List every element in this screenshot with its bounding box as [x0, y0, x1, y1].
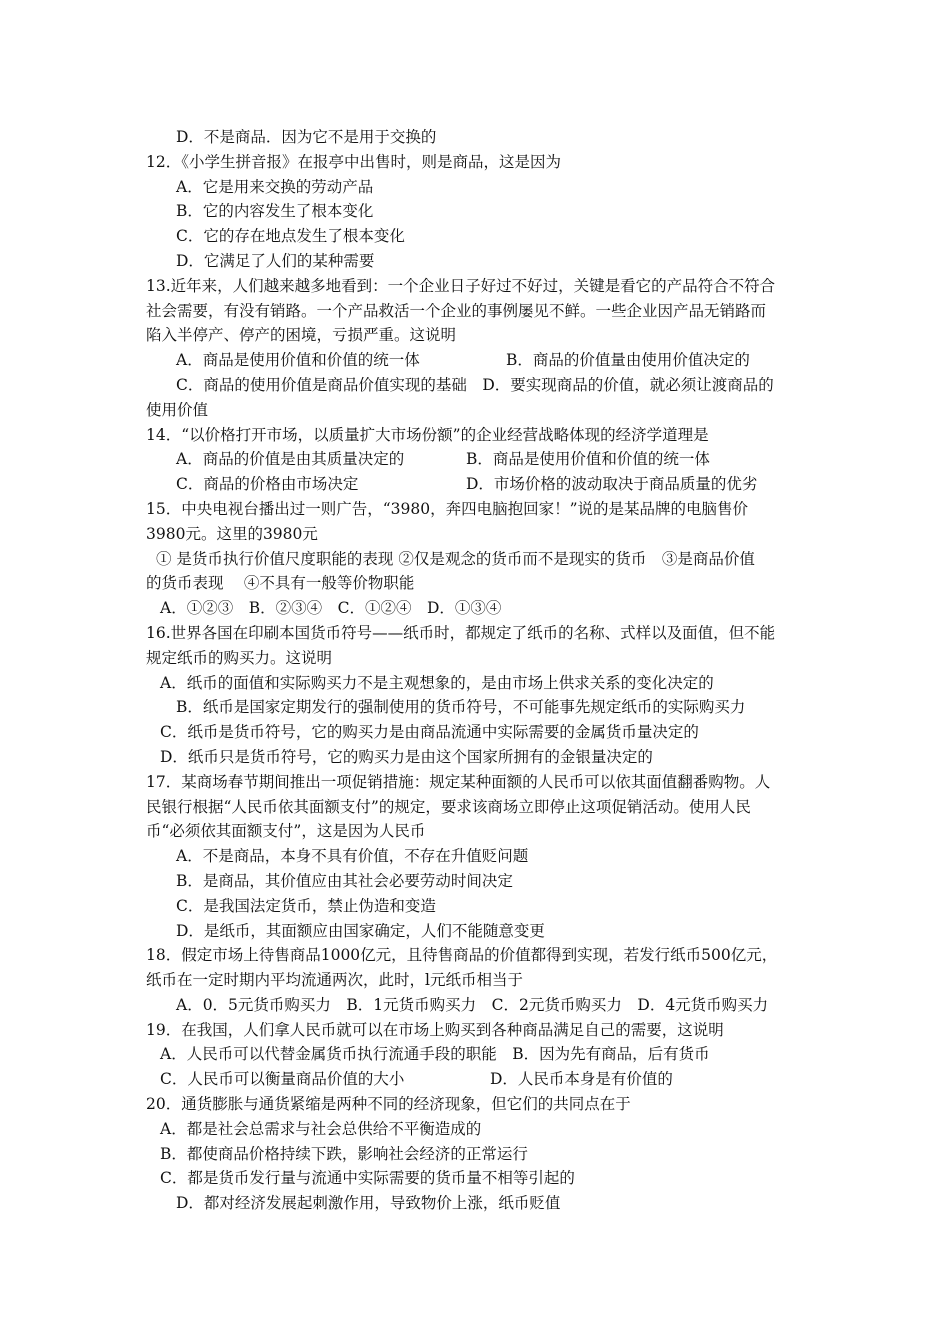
option-right: B．商品的价值量由使用价值决定的	[506, 351, 750, 370]
text-line: B．纸币是国家定期发行的强制使用的货币符号，不可能事先规定纸币的实际购买力	[176, 698, 746, 717]
option-right: B．商品是使用价值和价值的统一体	[466, 450, 710, 469]
text-line	[146, 1067, 810, 1092]
text-line: 规定纸币的购买力。这说明	[146, 648, 333, 667]
text-line: C．它的存在地点发生了根本变化	[176, 227, 405, 246]
text-line: A．都是社会总需求与社会总供给不平衡造成的	[160, 1119, 482, 1138]
option-right: D．市场价格的波动取决于商品质量的优劣	[466, 475, 758, 494]
text-line: 币“必须依其面额支付”，这是因为人民币	[146, 822, 426, 841]
option-left: C．人民币可以衡量商品价值的大小	[160, 1070, 405, 1089]
text-line: 20．通货膨胀与通货紧缩是两种不同的经济现象，但它们的共同点在于	[146, 1095, 631, 1114]
text-line: C．商品的使用价值是商品价值实现的基础 D．要实现商品的价值，就必须让渡商品的	[176, 375, 774, 394]
text-line: C．都是货币发行量与流通中实际需要的货币量不相等引起的	[160, 1169, 575, 1188]
text-line: A．人民币可以代替金属货币执行流通手段的职能 B．因为先有商品，后有货币	[160, 1045, 710, 1064]
text-line: 16.世界各国在印刷本国货币符号——纸币时，都规定了纸币的名称、式样以及面值，但不能	[146, 623, 776, 642]
option-left: A．商品是使用价值和价值的统一体	[176, 351, 420, 370]
text-line	[146, 348, 810, 373]
text-line: B．都使商品价格持续下跌，影响社会经济的正常运行	[160, 1144, 528, 1163]
text-line: D．都对经济发展起刺激作用，导致物价上涨，纸币贬值	[176, 1194, 561, 1213]
text-line: 的货币表现 ④不具有一般等价物职能	[146, 574, 415, 593]
text-line: 15．中央电视台播出过一则广告，“3980，奔四电脑抱回家！”说的是某品牌的电脑售价	[146, 499, 749, 518]
text-line: 14．“以价格打开市场，以质量扩大市场份额”的企业经营战略体现的经济学道理是	[146, 425, 709, 444]
text-line: A．它是用来交换的劳动产品	[176, 177, 374, 196]
text-line: C．纸币是货币符号，它的购买力是由商品流通中实际需要的金属货币量决定的	[160, 723, 699, 742]
text-line: ① 是货币执行价值尺度职能的表现 ②仅是观念的货币而不是现实的货币 ③是商品价值	[156, 549, 755, 568]
text-line: 民银行根据“人民币依其面额支付”的规定，要求该商场立即停止这项促销活动。使用人民	[146, 797, 751, 816]
text-line: 18．假定市场上待售商品1000亿元，且待售商品的价值都得到实现，若发行纸币500亿元，	[146, 946, 778, 965]
text-line: D．是纸币，其面额应由国家确定，人们不能随意变更	[176, 921, 545, 940]
text-line: 社会需要，有没有销路。一个产品救活一个企业的事例屡见不鲜。一些企业因产品无销路而	[146, 301, 767, 320]
option-left: A．商品的价值是由其质量决定的	[176, 450, 405, 469]
text-line: B．是商品，其价值应由其社会必要劳动时间决定	[176, 871, 513, 890]
text-line: 纸币在一定时期内平均流通两次，此时，l元纸币相当于	[146, 971, 523, 990]
text-line	[146, 447, 810, 472]
text-line: A．不是商品，本身不具有价值，不存在升值贬问题	[176, 847, 529, 866]
text-line: A．0．5元货币购买力 B．1元货币购买力 C．2元货币购买力 D．4元货币购买力	[176, 995, 769, 1014]
text-line	[146, 472, 810, 497]
text-line: D．它满足了人们的某种需要	[176, 251, 375, 270]
text-line: 12．《小学生拼音报》在报亭中出售时，则是商品，这是因为	[146, 152, 561, 171]
text-line: B．它的内容发生了根本变化	[176, 202, 374, 221]
text-line: A．①②③ B．②③④ C．①②④ D．①③④	[160, 599, 502, 618]
text-line: 13.近年来，人们越来越多地看到：一个企业日子好过不好过，关键是看它的产品符合不符合	[146, 276, 776, 295]
text-line: 19．在我国，人们拿人民币就可以在市场上购买到各种商品满足自己的需要，这说明	[146, 1020, 724, 1039]
option-left: C．商品的价格由市场决定	[176, 475, 359, 494]
text-line: A．纸币的面值和实际购买力不是主观想象的，是由市场上供求关系的变化决定的	[160, 673, 714, 692]
text-line: 使用价值	[146, 400, 209, 419]
text-line: 3980元。这里的3980元	[146, 524, 318, 543]
text-line: D．不是商品．因为它不是用于交换的	[176, 128, 437, 146]
text-line: 17．某商场春节期间推出一项促销措施：规定某种面额的人民币可以依其面值翻番购物。人	[146, 772, 771, 791]
option-right: D．人民币本身是有价值的	[490, 1070, 673, 1089]
text-line: D．纸币只是货币符号，它的购买力是由这个国家所拥有的金银量决定的	[160, 747, 653, 766]
text-line: C．是我国法定货币，禁止伪造和变造	[176, 896, 436, 915]
question-text-block	[146, 125, 810, 1216]
text-line: 陷入半停产、停产的困境，亏损严重。这说明	[146, 326, 457, 345]
